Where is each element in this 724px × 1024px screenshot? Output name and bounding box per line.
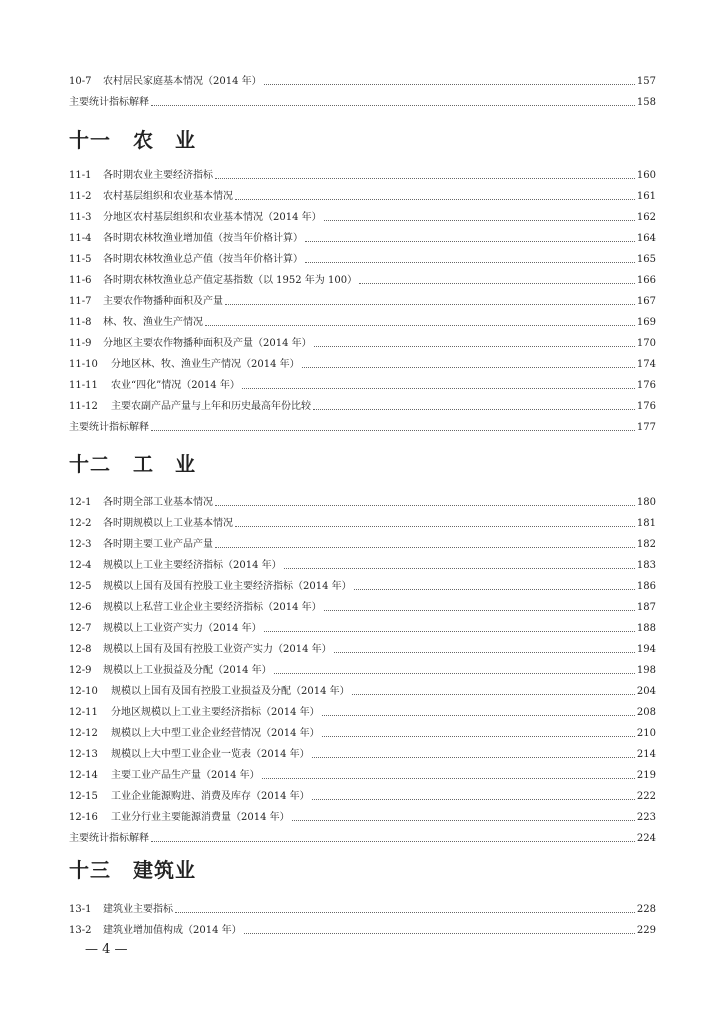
entry-title: 农村居民家庭基本情况（2014 年） (103, 76, 262, 87)
dot-leader (151, 841, 635, 842)
entry-title: 农村基层组织和农业基本情况 (103, 191, 233, 202)
entry-title: 规模以上工业资产实力（2014 年） (103, 623, 262, 634)
toc-entry[interactable] (69, 271, 656, 287)
entry-page: 166 (636, 275, 656, 286)
dot-leader (312, 757, 635, 758)
toc-entry[interactable] (69, 535, 656, 551)
entry-page: 210 (636, 728, 656, 739)
toc-entry[interactable] (69, 619, 656, 635)
dot-leader (292, 820, 635, 821)
entry-page: 177 (636, 422, 656, 433)
section-number: 十三 (69, 858, 111, 882)
entry-page: 228 (636, 904, 656, 915)
toc-entry[interactable] (69, 493, 656, 509)
entry-number: 12-3 (69, 539, 92, 550)
toc-entry[interactable] (69, 921, 656, 937)
entry-page: 182 (636, 539, 656, 550)
entry-number: 11-1 (69, 170, 92, 181)
entry-page: 158 (636, 97, 656, 108)
entry-number: 12-16 (69, 812, 98, 823)
entry-number: 12-12 (69, 728, 98, 739)
dot-leader (262, 778, 635, 779)
entry-number: 13-2 (69, 925, 92, 936)
entry-number: 11-5 (69, 254, 92, 265)
entry-page: 187 (636, 602, 656, 613)
entry-page: 224 (636, 833, 656, 844)
entry-page: 214 (636, 749, 656, 760)
toc-entry[interactable] (69, 187, 656, 203)
toc-entry[interactable] (69, 703, 656, 719)
entry-title: 各时期农林牧渔业增加值（按当年价格计算） (103, 233, 303, 244)
section-heading (69, 452, 196, 476)
dot-leader (322, 736, 635, 737)
entry-page: 219 (636, 770, 656, 781)
entry-page: 176 (636, 380, 656, 391)
entry-title: 规模以上大中型工业企业经营情况（2014 年） (111, 728, 320, 739)
entry-title: 各时期农林牧渔业总产值定基指数（以 1952 年为 100） (103, 275, 358, 286)
dot-leader (264, 631, 635, 632)
entry-number: 12-7 (69, 623, 92, 634)
entry-title: 主要统计指标解释 (69, 97, 149, 108)
entry-title: 规模以上国有及国有控股工业损益及分配（2014 年） (111, 686, 350, 697)
section-number: 十一 (69, 128, 111, 152)
toc-entry[interactable] (69, 376, 656, 392)
entry-page: 170 (636, 338, 656, 349)
entry-number: 11-8 (69, 317, 92, 328)
entry-title: 分地区农村基层组织和农业基本情况（2014 年） (103, 212, 322, 223)
entry-title: 规模以上工业损益及分配（2014 年） (103, 665, 272, 676)
entry-title: 主要工业产品生产量（2014 年） (111, 770, 260, 781)
entry-page: 160 (636, 170, 656, 181)
entry-number: 12-5 (69, 581, 92, 592)
entry-page: 164 (636, 233, 656, 244)
entry-page: 183 (636, 560, 656, 571)
entry-page: 208 (636, 707, 656, 718)
entry-title: 规模以上国有及国有控股工业主要经济指标（2014 年） (103, 581, 352, 592)
entry-number: 11-4 (69, 233, 92, 244)
entry-number: 12-15 (69, 791, 98, 802)
dot-leader (244, 933, 635, 934)
dot-leader (359, 283, 635, 284)
toc-entry[interactable] (69, 313, 656, 329)
section-name: 建筑业 (133, 858, 196, 882)
entry-number: 10-7 (69, 76, 92, 87)
section-name: 农 业 (133, 128, 196, 152)
entry-number: 11-2 (69, 191, 92, 202)
entry-title: 各时期农业主要经济指标 (103, 170, 213, 181)
toc-entry[interactable] (69, 808, 656, 824)
dot-leader (235, 199, 635, 200)
entry-title: 分地区主要农作物播种面积及产量（2014 年） (103, 338, 312, 349)
dot-leader (215, 178, 635, 179)
toc-entry[interactable] (69, 93, 656, 109)
entry-number: 12-1 (69, 497, 92, 508)
entry-page: 198 (636, 665, 656, 676)
entry-title: 各时期主要工业产品产量 (103, 539, 213, 550)
entry-page: 161 (636, 191, 656, 202)
entry-page: 169 (636, 317, 656, 328)
entry-number: 11-6 (69, 275, 92, 286)
entry-title: 分地区林、牧、渔业生产情况（2014 年） (111, 359, 300, 370)
toc-entry[interactable] (69, 682, 656, 698)
dot-leader (151, 430, 635, 431)
entry-title: 农业“四化”情况（2014 年） (111, 380, 240, 391)
entry-page: 174 (636, 359, 656, 370)
entry-number: 12-10 (69, 686, 98, 697)
entry-title: 主要农作物播种面积及产量 (103, 296, 223, 307)
entry-title: 规模以上工业主要经济指标（2014 年） (103, 560, 282, 571)
dot-leader (242, 388, 635, 389)
dot-leader (324, 610, 635, 611)
entry-title: 分地区规模以上工业主要经济指标（2014 年） (111, 707, 320, 718)
section-name: 工 业 (133, 452, 196, 476)
entry-number: 12-6 (69, 602, 92, 613)
toc-entry[interactable] (69, 166, 656, 182)
dot-leader (302, 367, 635, 368)
entry-page: 186 (636, 581, 656, 592)
entry-page: 188 (636, 623, 656, 634)
toc-entry[interactable] (69, 72, 656, 88)
entry-title: 林、牧、渔业生产情况 (103, 317, 203, 328)
entry-page: 222 (636, 791, 656, 802)
dot-leader (305, 241, 635, 242)
toc-entry[interactable] (69, 787, 656, 803)
entry-title: 各时期农林牧渔业总产值（按当年价格计算） (103, 254, 303, 265)
entry-number: 12-2 (69, 518, 92, 529)
dot-leader (314, 346, 635, 347)
toc-entry[interactable] (69, 766, 656, 782)
toc-entry[interactable] (69, 900, 656, 916)
toc-entry[interactable] (69, 208, 656, 224)
toc-entry[interactable] (69, 355, 656, 371)
toc-entry[interactable] (69, 397, 656, 413)
dot-leader (215, 547, 635, 548)
toc-entry[interactable] (69, 745, 656, 761)
dot-leader (151, 105, 635, 106)
entry-page: 162 (636, 212, 656, 223)
dot-leader (215, 505, 635, 506)
dot-leader (354, 589, 635, 590)
entry-title: 工业分行业主要能源消费量（2014 年） (111, 812, 290, 823)
entry-number: 11-9 (69, 338, 92, 349)
entry-page: 223 (636, 812, 656, 823)
entry-title: 各时期规模以上工业基本情况 (103, 518, 233, 529)
dot-leader (312, 799, 635, 800)
section-heading (69, 858, 196, 882)
entry-title: 规模以上大中型工业企业一览表（2014 年） (111, 749, 310, 760)
entry-page: 176 (636, 401, 656, 412)
entry-page: 165 (636, 254, 656, 265)
entry-page: 194 (636, 644, 656, 655)
toc-entry[interactable] (69, 724, 656, 740)
page-number: — 4 — (85, 942, 128, 957)
entry-number: 11-10 (69, 359, 98, 370)
section-heading (69, 128, 196, 152)
entry-number: 12-9 (69, 665, 92, 676)
entry-page: 204 (636, 686, 656, 697)
entry-number: 12-4 (69, 560, 92, 571)
entry-number: 13-1 (69, 904, 92, 915)
entry-number: 11-12 (69, 401, 98, 412)
entry-number: 11-3 (69, 212, 92, 223)
entry-title: 建筑业增加值构成（2014 年） (103, 925, 242, 936)
toc-entry[interactable] (69, 556, 656, 572)
dot-leader (324, 220, 635, 221)
dot-leader (205, 325, 635, 326)
entry-title: 各时期全部工业基本情况 (103, 497, 213, 508)
entry-number: 12-8 (69, 644, 92, 655)
toc-entry[interactable] (69, 661, 656, 677)
dot-leader (225, 304, 635, 305)
dot-leader (352, 694, 635, 695)
dot-leader (235, 526, 635, 527)
entry-number: 11-7 (69, 296, 92, 307)
entry-title: 工业企业能源购进、消费及库存（2014 年） (111, 791, 310, 802)
toc-page (69, 0, 656, 1024)
entry-number: 11-11 (69, 380, 98, 391)
entry-number: 12-14 (69, 770, 98, 781)
dot-leader (175, 912, 635, 913)
toc-entry[interactable] (69, 640, 656, 656)
dot-leader (334, 652, 635, 653)
dot-leader (284, 568, 635, 569)
entry-page: 229 (636, 925, 656, 936)
section-number: 十二 (69, 452, 111, 476)
dot-leader (305, 262, 635, 263)
toc-entry[interactable] (69, 292, 656, 308)
dot-leader (264, 84, 635, 85)
entry-title: 规模以上国有及国有控股工业资产实力（2014 年） (103, 644, 332, 655)
dot-leader (274, 673, 635, 674)
toc-entry[interactable] (69, 229, 656, 245)
dot-leader (322, 715, 635, 716)
entry-page: 180 (636, 497, 656, 508)
toc-entry[interactable] (69, 334, 656, 350)
dot-leader (313, 409, 635, 410)
toc-entry[interactable] (69, 514, 656, 530)
entry-title: 建筑业主要指标 (103, 904, 173, 915)
entry-number: 12-11 (69, 707, 98, 718)
entry-page: 157 (636, 76, 656, 87)
entry-page: 181 (636, 518, 656, 529)
toc-entry[interactable] (69, 250, 656, 266)
toc-entry[interactable] (69, 418, 656, 434)
toc-entry[interactable] (69, 829, 656, 845)
entry-title: 主要农副产品产量与上年和历史最高年份比较 (111, 401, 311, 412)
entry-title: 主要统计指标解释 (69, 833, 149, 844)
entry-title: 主要统计指标解释 (69, 422, 149, 433)
entry-number: 12-13 (69, 749, 98, 760)
entry-page: 167 (636, 296, 656, 307)
toc-entry[interactable] (69, 598, 656, 614)
entry-title: 规模以上私营工业企业主要经济指标（2014 年） (103, 602, 322, 613)
toc-entry[interactable] (69, 577, 656, 593)
